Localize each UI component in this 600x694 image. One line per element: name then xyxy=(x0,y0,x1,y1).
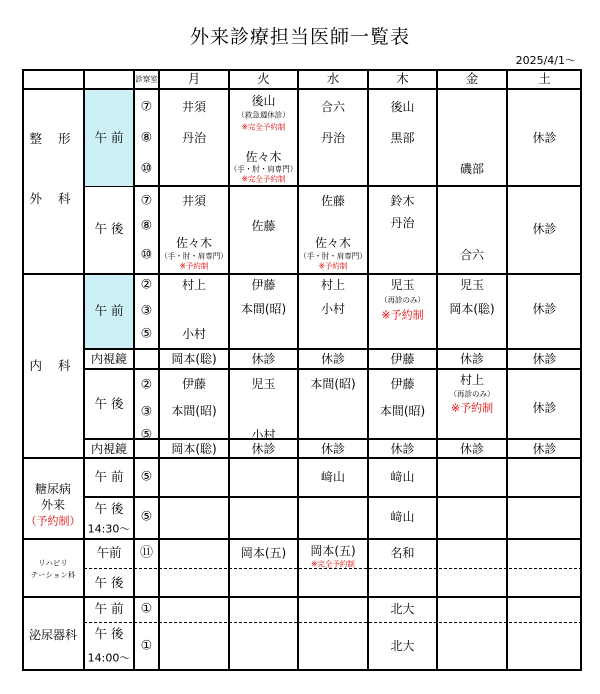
endoscopy-value: 岡本(聡) xyxy=(171,442,217,456)
grid-diabetes_am-fri xyxy=(437,458,507,497)
doctor-note: （手・肘・肩専門） xyxy=(299,251,367,261)
room-1: ① xyxy=(140,601,153,617)
dept-rehab xyxy=(22,539,84,597)
doctor-name: 村上 xyxy=(459,373,485,387)
doctor-name: 本間(昭) xyxy=(240,302,287,316)
doctor-name: 村上 xyxy=(181,278,207,292)
grid-uro-tue xyxy=(229,597,298,671)
doctor-name: 岡本(五) xyxy=(310,544,356,558)
room-1: ① xyxy=(140,638,153,654)
endoscopy-value: 休診 xyxy=(320,442,346,456)
time-uro-pm-label: 午 後 xyxy=(94,625,124,641)
doctor-name: 本間(昭) xyxy=(171,404,217,418)
room-8: ⑧ xyxy=(140,130,153,146)
doctor-name: 黒部 xyxy=(390,131,415,145)
time-rehab-am-label: 午前 xyxy=(96,544,122,560)
header-blank xyxy=(22,69,84,89)
time-uro-am-label: 午 前 xyxy=(94,600,124,616)
doctor-name: 伊藤 xyxy=(181,377,207,391)
doctor-note: （手・肘・肩専門） xyxy=(229,164,298,174)
endoscopy-value: 伊藤 xyxy=(390,352,415,366)
schedule-table xyxy=(22,69,582,671)
time-naika-pm-label: 午 後 xyxy=(94,395,124,411)
doctor-name: 磯部 xyxy=(459,162,485,176)
doctor-name: 佐藤 xyxy=(320,194,346,208)
dept-rehab-line2: テーション科 xyxy=(30,570,76,580)
doctor-name: 岡本(聡) xyxy=(449,302,495,316)
room-7: ⑦ xyxy=(140,193,153,209)
doctor-name: 伊藤 xyxy=(390,377,415,391)
doctor-name: 﨑山 xyxy=(390,470,415,484)
header-time-blank xyxy=(84,69,134,89)
doctor-name: 児玉 xyxy=(459,278,485,292)
time-ortho-pm-label: 午 後 xyxy=(94,220,124,236)
day-sat: 土 xyxy=(538,70,551,86)
doctor-name: 﨑山 xyxy=(390,510,415,524)
room-2: ② xyxy=(140,277,153,293)
doctor-name: 丹治 xyxy=(181,131,207,145)
doctor-name: 鈴木 xyxy=(390,194,415,208)
endoscopy-value: 休診 xyxy=(532,442,557,456)
grid-diabetes_pm-fri xyxy=(437,497,507,539)
dept-ortho-line1: 整 形 xyxy=(29,130,77,146)
doctor-name: 児玉 xyxy=(390,278,415,292)
closed-label: 休診 xyxy=(532,401,557,415)
time-ortho-am-label: 午 前 xyxy=(94,129,124,145)
grid-diabetes_am-tue xyxy=(229,458,298,497)
room-7: ⑦ xyxy=(140,99,153,115)
dept-diabetes-line3: （予約制） xyxy=(25,514,81,528)
doctor-name: 佐々木 xyxy=(245,150,282,164)
doctor-note-red: ※予約制 xyxy=(381,308,424,322)
endoscopy-value: 休診 xyxy=(251,352,276,366)
doctor-name: 本間(昭) xyxy=(310,377,356,391)
time-rehab-pm-label: 午 後 xyxy=(94,574,124,590)
time-diabetes-am-label: 午 前 xyxy=(94,468,124,484)
day-mon: 月 xyxy=(187,70,201,86)
endoscopy-value: 休診 xyxy=(390,442,415,456)
endo-am-label: 内視鏡 xyxy=(90,352,128,366)
closed-label: 休診 xyxy=(532,222,557,236)
time-1400-label: 14:00～ xyxy=(87,651,131,665)
grid-diabetes_pm-tue xyxy=(229,497,298,539)
room-10: ⑩ xyxy=(140,161,153,177)
doctor-note-red: ※完全予約制 xyxy=(241,174,286,184)
endoscopy-value: 休診 xyxy=(320,352,346,366)
doctor-name: 後山 xyxy=(251,94,276,108)
dept-ortho xyxy=(22,89,84,274)
doctor-name: 佐々木 xyxy=(175,236,213,250)
closed-label: 休診 xyxy=(532,302,557,316)
doctor-name: 村上 xyxy=(320,278,346,292)
room-3: ③ xyxy=(140,303,153,319)
doctor-name: 小村 xyxy=(181,327,207,341)
doctor-name: 名和 xyxy=(390,546,415,560)
day-thu: 木 xyxy=(396,70,409,86)
dept-diabetes-line2: 外来 xyxy=(40,498,66,512)
doctor-name: 岡本(五) xyxy=(240,546,287,560)
grid-uro-sat xyxy=(507,597,582,671)
doctor-name: 丹治 xyxy=(320,131,346,145)
room-8: ⑧ xyxy=(140,218,153,234)
day-fri: 金 xyxy=(465,70,479,86)
closed-label: 休診 xyxy=(532,131,557,145)
room-5: ⑤ xyxy=(140,427,153,443)
room-10: ⑩ xyxy=(140,247,153,263)
doctor-name: 児玉 xyxy=(251,377,276,391)
room-header: 診察室 xyxy=(135,74,158,84)
grid-uro-mon xyxy=(159,597,229,671)
endoscopy-value: 休診 xyxy=(459,442,485,456)
room-5: ⑤ xyxy=(140,326,153,342)
doctor-name: 合六 xyxy=(320,100,346,114)
doctor-name: 佐々木 xyxy=(314,236,352,250)
room-11: ⑪ xyxy=(139,545,154,561)
grid-diabetes_am-mon xyxy=(159,458,229,497)
endoscopy-value: 休診 xyxy=(459,352,485,366)
doctor-name: 伊藤 xyxy=(251,278,276,292)
doctor-note-red: ※完全予約制 xyxy=(241,122,286,132)
grid-uro-fri xyxy=(437,597,507,671)
doctor-name: 井須 xyxy=(181,100,207,114)
effective-date: 2025/4/1～ xyxy=(515,54,576,67)
time-diabetes-pm-label: 午 後 xyxy=(94,500,124,516)
room-3: ③ xyxy=(140,404,153,420)
room-5: ⑤ xyxy=(140,469,153,485)
day-wed: 水 xyxy=(326,70,340,86)
doctor-note-red: ※予約制 xyxy=(179,261,209,271)
doctor-note: （再診のみ） xyxy=(449,389,495,399)
time-1430-label: 14:30～ xyxy=(87,522,131,536)
grid-diabetes_am-sat xyxy=(507,458,582,497)
endo-pm-label: 内視鏡 xyxy=(90,442,128,456)
grid-diabetes_pm-sat xyxy=(507,497,582,539)
dept-urology-label: 泌尿器科 xyxy=(28,628,78,642)
room-2: ② xyxy=(140,377,153,393)
doctor-note-red: ※完全予約制 xyxy=(311,559,355,569)
uro-split-line xyxy=(84,622,582,623)
doctor-note: （手・肘・肩専門） xyxy=(160,251,228,261)
dept-rehab-line1: リハビリ xyxy=(38,558,68,568)
grid-uro-wed xyxy=(298,597,368,671)
room-endo-pm xyxy=(134,439,159,458)
endoscopy-value: 岡本(聡) xyxy=(171,352,217,366)
doctor-note: （救急週休診） xyxy=(237,110,290,120)
doctor-note: （再診のみ） xyxy=(380,295,425,305)
dept-ortho-line2: 外 科 xyxy=(29,190,77,206)
doctor-name: 小村 xyxy=(320,302,346,316)
doctor-name: 小村 xyxy=(251,428,276,442)
room-5: ⑤ xyxy=(140,509,153,525)
room-endo-am xyxy=(134,349,159,369)
doctor-name: 﨑山 xyxy=(320,470,346,484)
doctor-name: 後山 xyxy=(390,100,415,114)
doctor-name: 本間(昭) xyxy=(379,404,426,418)
doctor-name: 合六 xyxy=(459,248,485,262)
day-tue: 火 xyxy=(257,70,270,86)
doctor-name: 井須 xyxy=(181,194,207,208)
endoscopy-value: 休診 xyxy=(251,442,276,456)
dept-diabetes-line1: 糖尿病 xyxy=(34,482,72,496)
grid-diabetes_pm-mon xyxy=(159,497,229,539)
doctor-name: 北大 xyxy=(390,639,415,653)
grid-diabetes_pm-wed xyxy=(298,497,368,539)
dept-naika-label: 内 科 xyxy=(29,357,77,373)
doctor-note-red: ※予約制 xyxy=(450,401,494,415)
doctor-name: 丹治 xyxy=(390,216,415,230)
endoscopy-value: 休診 xyxy=(532,352,557,366)
doctor-note-red: ※予約制 xyxy=(318,261,348,271)
doctor-name: 北大 xyxy=(390,602,415,616)
doctor-name: 佐藤 xyxy=(251,219,276,233)
time-naika-am-label: 午 前 xyxy=(94,302,124,318)
page-title: 外来診療担当医師一覧表 xyxy=(189,26,410,48)
